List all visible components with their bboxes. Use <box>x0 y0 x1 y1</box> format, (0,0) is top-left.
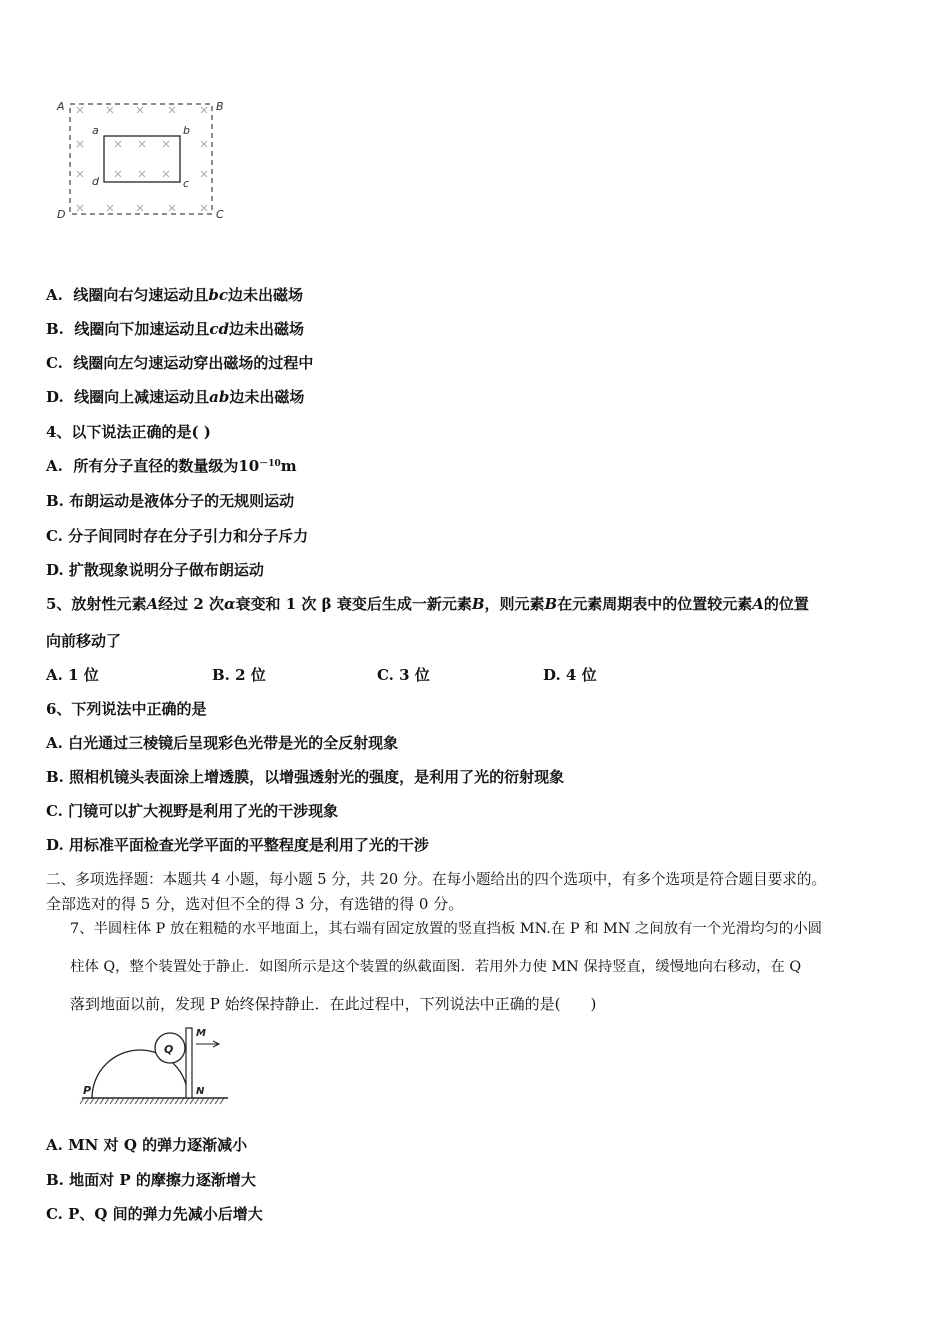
ground-hatch-mark <box>145 1098 149 1104</box>
label-M: M <box>196 1028 206 1039</box>
label-C: C <box>216 208 224 221</box>
q4-option-c: C. 分子间同时存在分子引力和分子斥力 <box>46 527 309 545</box>
ground-hatch-mark <box>120 1098 124 1104</box>
q4-option-b: B. 布朗运动是液体分子的无规则运动 <box>46 492 295 510</box>
q5-option-b: B. 2 位 <box>212 666 266 684</box>
ground-hatch-mark <box>80 1098 84 1104</box>
field-cross-mark <box>77 205 83 211</box>
section2-line2: 全部选对的得 5 分，选对但不全的得 3 分，有选错的得 0 分。 <box>46 895 464 913</box>
q7-option-c: C. P、Q 间的弹力先减小后增大 <box>46 1205 263 1223</box>
cylinder-board-figure <box>78 1022 238 1108</box>
q7-stem-line3: 落到地面以前，发现 P 始终保持静止．在此过程中，下列说法中正确的是( ) <box>70 995 597 1013</box>
field-cross-mark <box>139 141 145 147</box>
ground-hatch-mark <box>205 1098 209 1104</box>
ground-hatch-mark <box>220 1098 224 1104</box>
label-a: a <box>92 124 99 137</box>
field-cross-mark <box>201 205 207 211</box>
field-cross-mark <box>137 205 143 211</box>
ground-hatch-mark <box>130 1098 134 1104</box>
field-cross-mark <box>107 205 113 211</box>
ground-hatch-mark <box>170 1098 174 1104</box>
ground-hatch-mark <box>165 1098 169 1104</box>
q6-option-c: C. 门镜可以扩大视野是利用了光的干涉现象 <box>46 802 339 820</box>
ground-hatch-mark <box>160 1098 164 1104</box>
ground-hatch-mark <box>140 1098 144 1104</box>
ground-hatch-mark <box>150 1098 154 1104</box>
ground-hatch-mark <box>110 1098 114 1104</box>
label-d: d <box>92 175 99 188</box>
q3-option-b: B. 线圈向下加速运动且cd边未出磁场 <box>46 320 305 338</box>
q6-stem: 6、下列说法中正确的是 <box>46 700 207 718</box>
q4-option-d: D. 扩散现象说明分子做布朗运动 <box>46 561 264 579</box>
q6-option-a: A. 白光通过三棱镜后呈现彩色光带是光的全反射现象 <box>46 734 399 752</box>
q7-stem-line1: 7、半圆柱体 P 放在粗糙的水平地面上，其右端有固定放置的竖直挡板 MN.在 P 和 MN 之间放有一个光滑均匀的小圆 <box>70 921 823 937</box>
label-B: B <box>216 100 224 113</box>
q6-option-b: B. 照相机镜头表面涂上增透膜，以增强透射光的强度，是利用了光的衍射现象 <box>46 768 565 786</box>
ground-hatch-mark <box>215 1098 219 1104</box>
ground-hatch-mark <box>135 1098 139 1104</box>
q4-option-a: A. 所有分子直径的数量级为$10^{-10}m$ <box>46 457 297 475</box>
ground-hatch-mark <box>100 1098 104 1104</box>
section2-line1: 二、多项选择题：本题共 4 小题，每小题 5 分，共 20 分。在每小题给出的四个选项中，有多个选项是符合题目要求的。 <box>46 871 827 888</box>
field-cross-mark <box>115 171 121 177</box>
ground-hatch-mark <box>180 1098 184 1104</box>
ground-hatch-mark <box>155 1098 159 1104</box>
q3-option-d: D. 线圈向上减速运动且ab边未出磁场 <box>46 388 305 406</box>
label-b: b <box>183 124 190 137</box>
label-P: P <box>83 1084 92 1097</box>
field-cross-mark <box>163 171 169 177</box>
field-cross-mark <box>77 107 83 113</box>
ground-hatch-mark <box>105 1098 109 1104</box>
ground-hatch-mark <box>190 1098 194 1104</box>
field-cross-mark <box>137 107 143 113</box>
field-cross-mark <box>107 107 113 113</box>
field-cross-mark <box>201 141 207 147</box>
magnetic-field-figure <box>52 94 232 224</box>
field-cross-mark <box>201 171 207 177</box>
ground-hatch-mark <box>185 1098 189 1104</box>
q7-stem-line2: 柱体 Q，整个装置处于静止．如图所示是这个装置的纵截面图．若用外力使 MN 保持竖直，缓慢地向右移动，在 Q <box>70 959 802 975</box>
label-Q: Q <box>164 1043 174 1056</box>
q7-option-b: B. 地面对 P 的摩擦力逐渐增大 <box>46 1171 256 1189</box>
ground-hatch-mark <box>115 1098 119 1104</box>
q3-option-c: C. 线圈向左匀速运动穿出磁场的过程中 <box>46 354 314 372</box>
q6-option-d: D. 用标准平面检查光学平面的平整程度是利用了光的干涉 <box>46 836 429 854</box>
q4-stem: 4、以下说法正确的是( ) <box>46 423 211 441</box>
q5-option-d: D. 4 位 <box>543 666 597 684</box>
label-A: A <box>57 100 65 113</box>
field-cross-mark <box>201 107 207 113</box>
q5-stem: 5、放射性元素A经过 2 次α衰变和 1 次 β 衰变后生成一新元素B，则元素B在元素周期表中的位置较元素A的位置 <box>46 595 809 613</box>
ground-hatch-mark <box>210 1098 214 1104</box>
q5-stem-line2: 向前移动了 <box>46 632 122 650</box>
q7-option-a: A. MN 对 Q 的弹力逐渐减小 <box>46 1136 248 1154</box>
field-cross-mark <box>77 141 83 147</box>
ground-hatch-mark <box>90 1098 94 1104</box>
label-c: c <box>183 177 190 190</box>
ground-hatch-mark <box>200 1098 204 1104</box>
q3-option-a: A. 线圈向右匀速运动且bc边未出磁场 <box>46 286 303 304</box>
field-cross-mark <box>77 171 83 177</box>
q5-option-c: C. 3 位 <box>377 666 430 684</box>
ground-hatch-mark <box>95 1098 99 1104</box>
field-cross-mark <box>139 171 145 177</box>
ground-hatch-mark <box>85 1098 89 1104</box>
label-D: D <box>57 208 66 221</box>
label-N: N <box>196 1086 205 1097</box>
field-cross-mark <box>115 141 121 147</box>
ground-hatch-mark <box>125 1098 129 1104</box>
field-cross-mark <box>169 205 175 211</box>
field-cross-mark <box>163 141 169 147</box>
ground-hatch-mark <box>175 1098 179 1104</box>
q5-option-a: A. 1 位 <box>46 666 99 684</box>
field-cross-mark <box>169 107 175 113</box>
ground-hatch-mark <box>195 1098 199 1104</box>
